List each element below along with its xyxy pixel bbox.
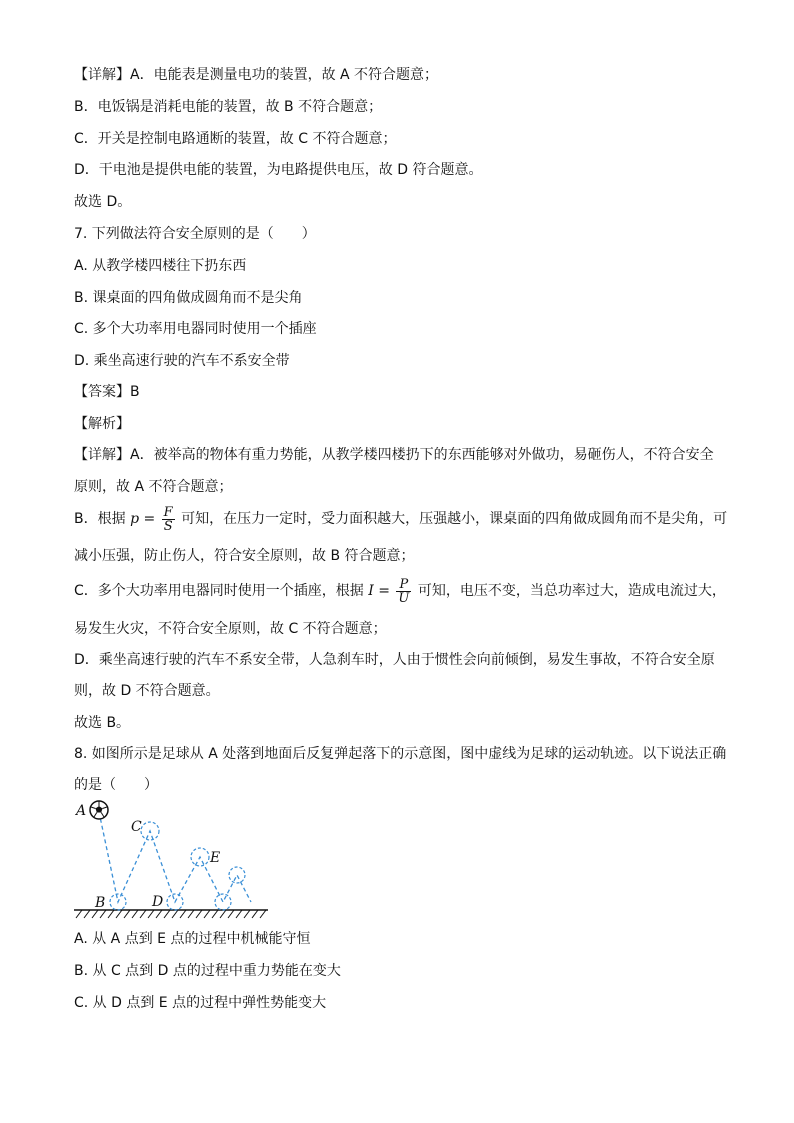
label-d: D: [152, 894, 164, 910]
formula-pressure-fraction: [162, 506, 175, 533]
q7-detail-b-prefix: B．根据: [74, 511, 126, 527]
q7-choice: 故选 B。: [74, 715, 131, 731]
formula-i-denominator: U: [398, 590, 410, 606]
q8-option-b: B. 从 C 点到 D 点的过程中重力势能在变大: [74, 963, 341, 979]
formula-p-denominator: S: [163, 518, 173, 534]
formula-p-lhs: p =: [130, 511, 156, 527]
q7-detail-c-suffix: 可知，电压不变，当总功率过大，造成电流过大，: [417, 583, 726, 599]
q7-answer: 【答案】B: [74, 384, 140, 400]
q7-detail-c-2: 易发生火灾，不符合安全原则，故 C 不符合题意；: [74, 621, 387, 637]
formula-p-numerator: F: [163, 504, 173, 520]
question-7-stem: 7. 下列做法符合安全原则的是（ ）: [74, 226, 316, 242]
detail-line-b: B．电饭锅是消耗电能的装置，故 B 不符合题意；: [74, 99, 383, 115]
answer-choice: 故选 D。: [74, 194, 132, 210]
q7-detail-d-2: 则，故 D 不符合题意。: [74, 683, 220, 699]
label-e: E: [210, 850, 221, 866]
label-a: A: [76, 803, 87, 819]
formula-current-fraction: [396, 578, 411, 605]
question-8-stem-1: 8. 如图所示是足球从 A 处落到地面后反复弹起落下的示意图，图中虚线为足球的运动轨迹。以下说法正确: [74, 746, 727, 762]
question-8-stem-2: 的是（ ）: [74, 777, 158, 793]
detail-line-a: 【详解】A．电能表是测量电功的装置，故 A 不符合题意；: [74, 67, 439, 83]
q7-detail-c-1: [74, 576, 726, 606]
q7-detail-b-suffix: 可知，在压力一定时，受力面积越大，压强越小，课桌面的四角做成圆角而不是尖角，可: [181, 511, 728, 527]
q8-option-c: C. 从 D 点到 E 点的过程中弹性势能变大: [74, 995, 327, 1011]
q7-detail-a-1: 【详解】A．被举高的物体有重力势能，从教学楼四楼扔下的东西能够对外做功，易砸伤人，不符合安全: [74, 447, 714, 463]
q7-option-d: D. 乘坐高速行驶的汽车不系安全带: [74, 353, 290, 369]
ground-hatching: [76, 910, 266, 918]
bouncing-ball-figure: [70, 798, 280, 920]
ball-position-g: [229, 867, 245, 883]
q7-detail-c-prefix: C．多个大功率用电器同时使用一个插座，根据: [74, 583, 364, 599]
detail-line-d: D．干电池是提供电能的装置，为电路提供电压，故 D 符合题意。: [74, 162, 483, 178]
q8-option-a: A. 从 A 点到 E 点的过程中机械能守恒: [74, 931, 311, 947]
q7-option-a: A. 从教学楼四楼往下扔东西: [74, 258, 247, 274]
q7-option-b: B. 课桌面的四角做成圆角而不是尖角: [74, 290, 303, 306]
formula-i-numerator: P: [396, 578, 411, 592]
soccer-ball-icon: [90, 801, 108, 819]
detail-line-c: C．开关是控制电路通断的装置，故 C 不符合题意；: [74, 131, 397, 147]
q7-option-c: C. 多个大功率用电器同时使用一个插座: [74, 321, 317, 337]
q7-detail-a-2: 原则，故 A 不符合题意；: [74, 479, 233, 495]
q7-analysis-heading: 【解析】: [74, 416, 130, 432]
q7-detail-d-1: D．乘坐高速行驶的汽车不系安全带，人急刹车时，人由于惯性会向前倾倒，易发生事故，不符合安全原: [74, 652, 715, 668]
q7-detail-b-2: 减小压强，防止伤人，符合安全原则，故 B 符合题意；: [74, 548, 415, 564]
q7-detail-b-1: [74, 504, 727, 534]
ball-position-f: [215, 894, 231, 910]
formula-i-lhs: I =: [368, 583, 390, 599]
label-b: B: [95, 895, 106, 911]
label-c: C: [131, 819, 142, 835]
trajectory-path: [99, 812, 251, 902]
